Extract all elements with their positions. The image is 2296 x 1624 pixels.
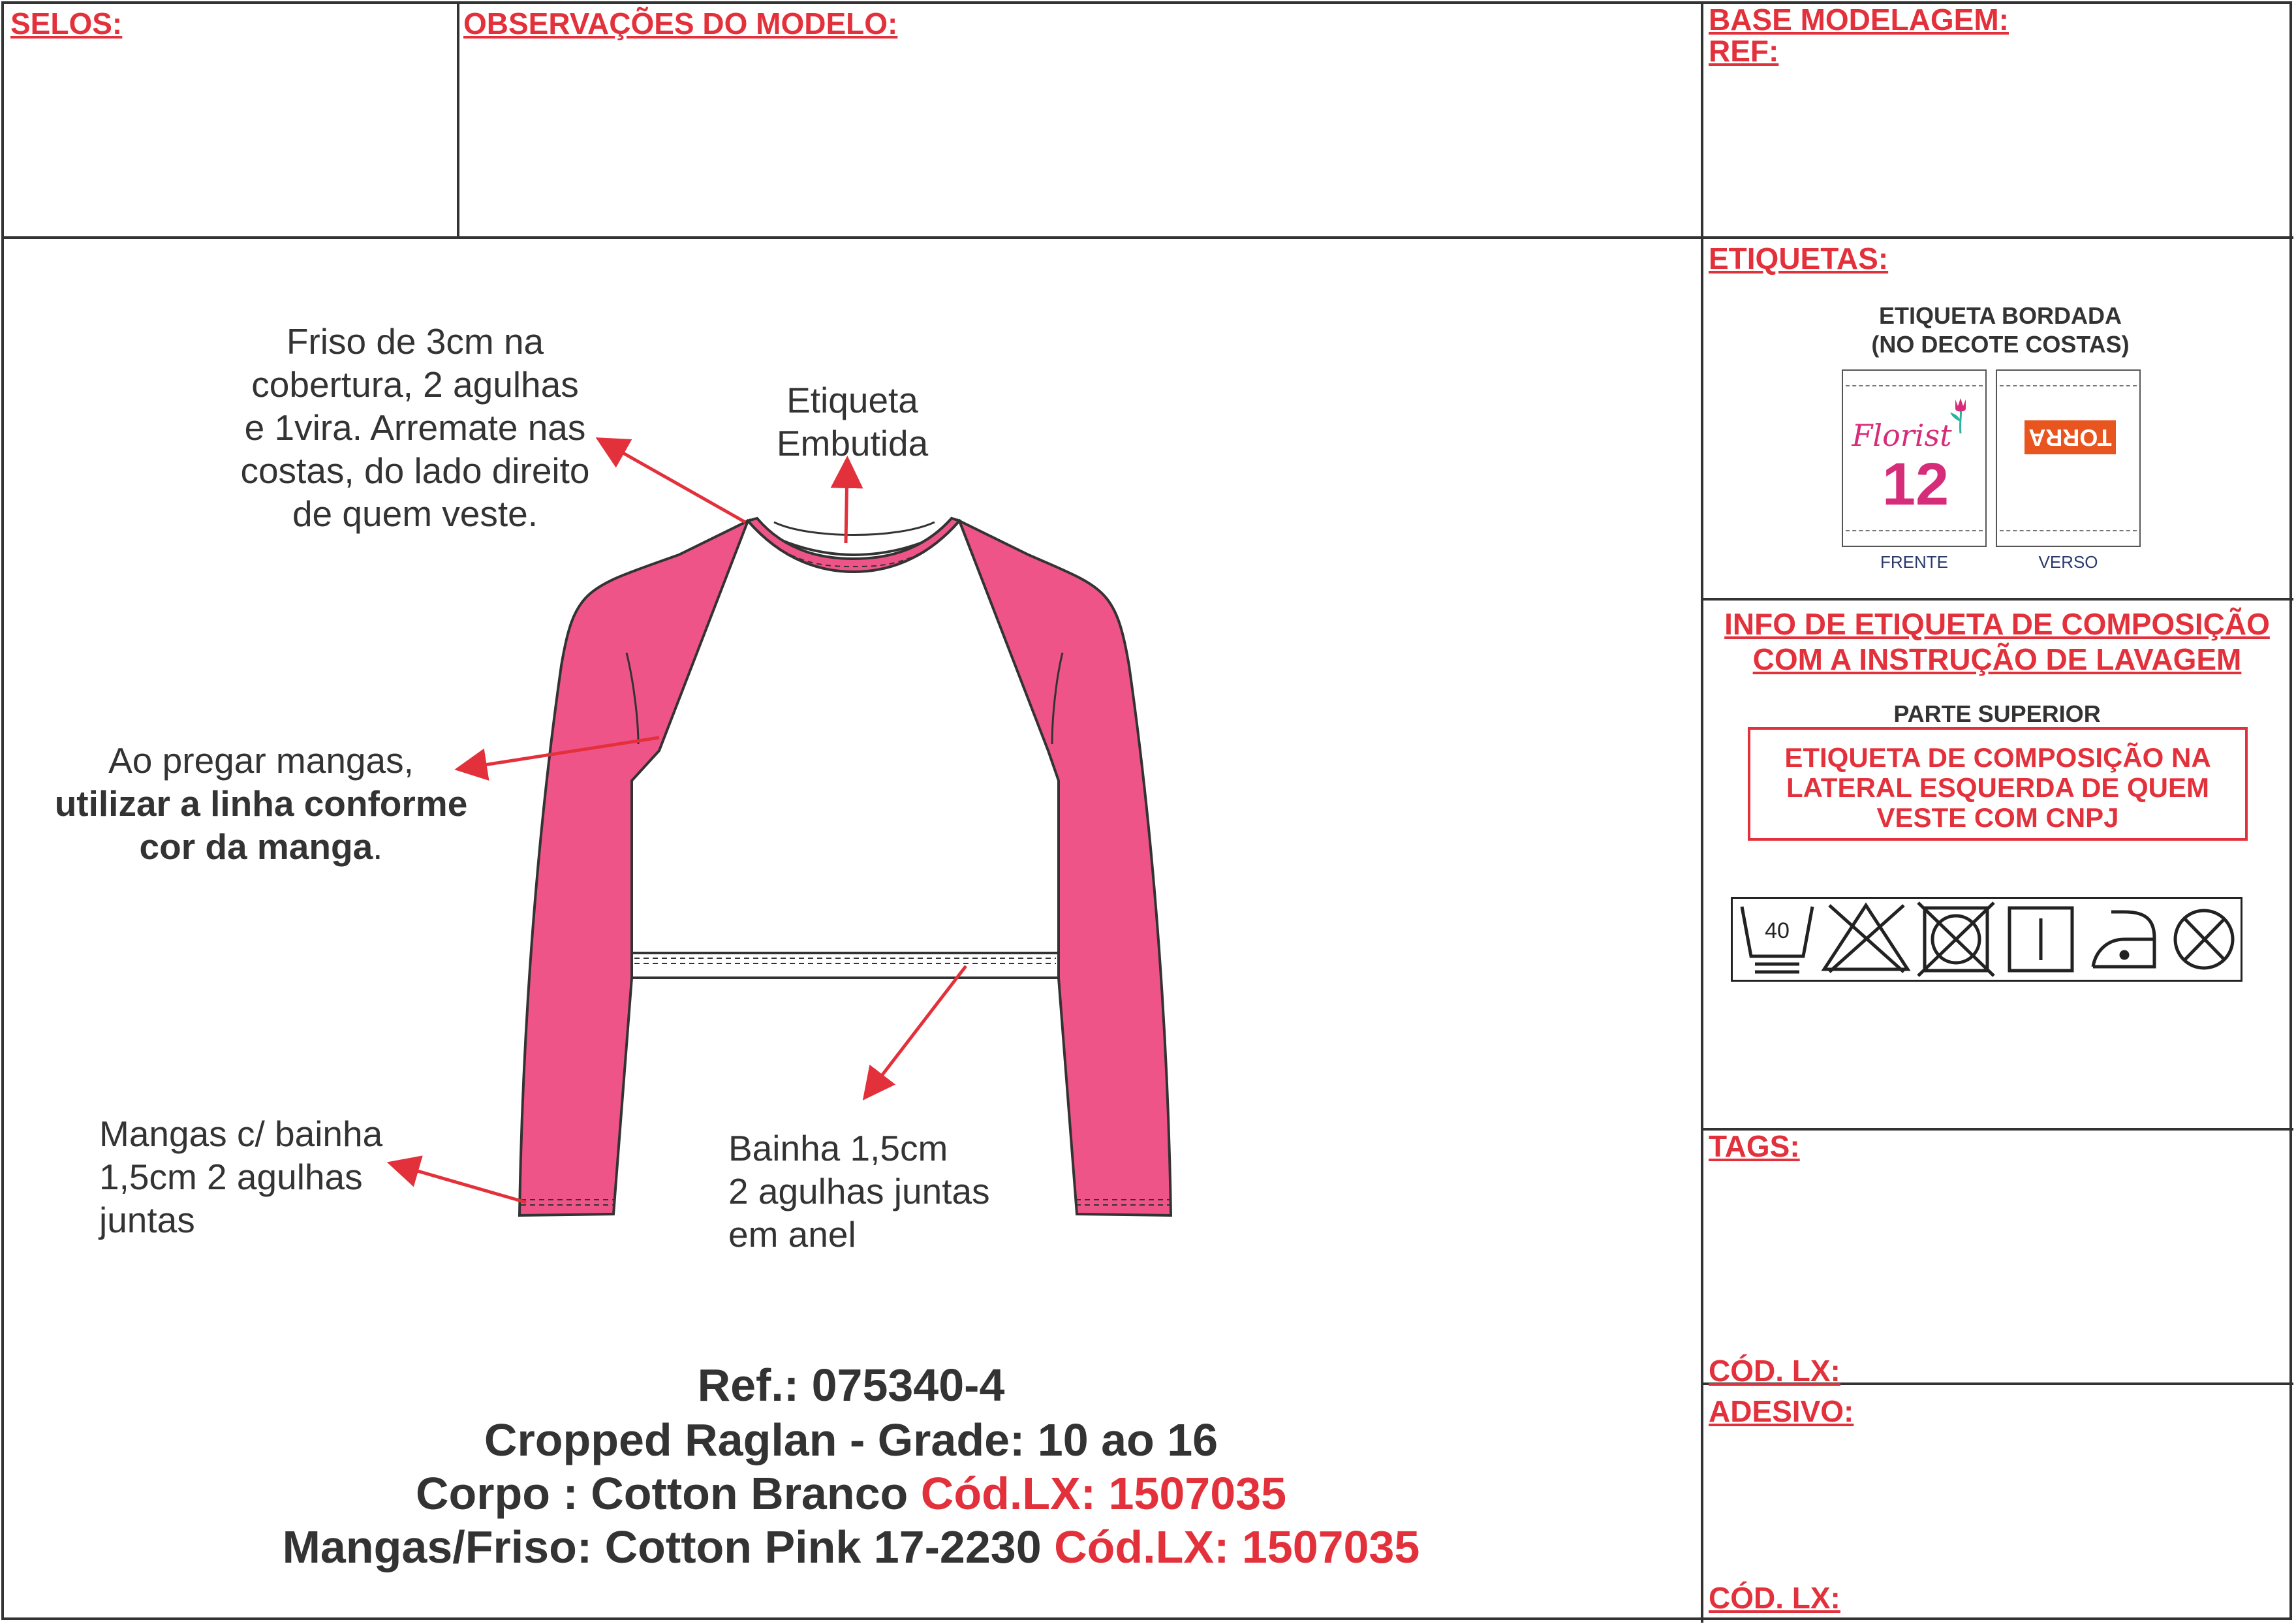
adesivo-header: ADESIVO:: [1709, 1394, 1854, 1428]
corpo-line: [0, 1466, 1702, 1521]
etiquetas-divider: [1701, 598, 2293, 601]
care-symbols-svg: [1733, 899, 2241, 980]
bainha-line-3: em anel: [728, 1214, 856, 1255]
friso-line-2: cobertura, 2 agulhas: [251, 364, 579, 405]
corpo-code: Cód.LX: 1507035: [920, 1468, 1287, 1519]
mangas-line-3: juntas: [99, 1200, 195, 1240]
label-front-bottom-dash: [1846, 530, 1983, 531]
frente-caption: FRENTE: [1880, 552, 1948, 572]
label-size-number: 12: [1882, 451, 1949, 518]
etiqueta-line-2: Embutida: [776, 423, 929, 463]
corpo-text: Corpo : Cotton Branco: [415, 1468, 921, 1519]
pregar-end: .: [373, 826, 383, 867]
bainha-line-1: Bainha 1,5cm: [728, 1128, 948, 1168]
bainha-line-2: 2 agulhas juntas: [728, 1171, 990, 1211]
observacoes-header: OBSERVAÇÕES DO MODELO:: [463, 7, 898, 40]
friso-line-1: Friso de 3cm na: [286, 321, 544, 362]
label-front: [1842, 369, 1987, 547]
ref-header: REF:: [1709, 34, 1779, 68]
mangas-friso-line: [0, 1520, 1702, 1574]
flower-icon: [1947, 396, 1974, 435]
bainha-arrow: [871, 966, 966, 1090]
no-tumble-dry-icon: [1918, 903, 1994, 976]
pregar-line-1: Ao pregar mangas,: [108, 740, 414, 781]
verso-caption: VERSO: [2038, 552, 2098, 572]
label-back-bottom-dash: [2000, 530, 2137, 531]
no-dry-clean-icon: [2175, 911, 2233, 968]
label-back-top-dash: [2000, 385, 2137, 386]
pregar-bold-2: cor da manga: [139, 826, 373, 867]
hem-band: [632, 953, 1059, 978]
info-composicao-line2: COM A INSTRUÇÃO DE LAVAGEM: [1752, 642, 2242, 676]
no-bleach-icon: [1824, 905, 1908, 972]
mangas-text: Mangas/Friso: Cotton Pink 17-2230: [282, 1522, 1055, 1572]
label-back: [1996, 369, 2141, 547]
info-composicao-line1: INFO DE ETIQUETA DE COMPOSIÇÃO: [1724, 607, 2270, 641]
friso-line-5: de quem veste.: [292, 493, 538, 534]
composicao-box: [1748, 727, 2248, 841]
pregar-line-2: utilizar a linha conforme: [54, 783, 468, 824]
florist-brand-text: Florist: [1852, 418, 1952, 453]
tags-header: TAGS:: [1709, 1129, 1800, 1163]
mangas-line-1: Mangas c/ bainha: [99, 1114, 383, 1154]
pregar-mangas-note: [26, 739, 496, 868]
mangas-bainha-note: [99, 1112, 439, 1241]
cod-lx-tags: CÓD. LX:: [1709, 1354, 1840, 1388]
etiqueta-line-1: Etiqueta: [786, 380, 918, 420]
ref-line: Ref.: 075340-4: [697, 1360, 1005, 1411]
composicao-line1: ETIQUETA DE COMPOSIÇÃO NA: [1784, 742, 2211, 773]
torra-logo: [2025, 420, 2116, 454]
etiquetas-header: ETIQUETAS:: [1709, 242, 1889, 275]
back-neck: [774, 522, 935, 535]
etiqueta-embutida-note: [722, 379, 983, 465]
composicao-line3: VESTE COM CNPJ: [1876, 802, 2119, 833]
model-line: Cropped Raglan - Grade: 10 ao 16: [484, 1414, 1218, 1465]
pregar-line-3: [26, 825, 496, 868]
etiqueta-bordada-line2: (NO DECOTE COSTAS): [1871, 331, 2130, 358]
friso-note: [219, 320, 611, 535]
base-modelagem-header: BASE MODELAGEM:: [1709, 3, 2009, 37]
etiqueta-arrow: [846, 469, 847, 543]
friso-line-4: costas, do lado direito: [240, 450, 590, 491]
wash-temp-text: 40: [1765, 918, 1790, 943]
selos-header: SELOS:: [10, 7, 123, 40]
cod-lx-adesivo: CÓD. LX:: [1709, 1581, 1840, 1615]
mangas-line-2: 1,5cm 2 agulhas: [99, 1157, 363, 1197]
label-front-top-dash: [1846, 385, 1983, 386]
friso-line-3: e 1vira. Arremate nas: [244, 407, 586, 448]
etiqueta-bordada-line1: ETIQUETA BORDADA: [1879, 302, 2122, 329]
line-dry-icon: [2009, 908, 2072, 971]
care-symbols-strip: [1731, 897, 2242, 982]
mangas-code: Cód.LX: 1507035: [1054, 1522, 1420, 1572]
bainha-note: [728, 1127, 1068, 1256]
iron-low-icon: [2093, 912, 2154, 967]
parte-superior-label: PARTE SUPERIOR: [1893, 700, 2101, 727]
composicao-line2: LATERAL ESQUERDA DE QUEM: [1786, 772, 2209, 803]
torra-logo-text: TORRA: [2028, 424, 2112, 451]
